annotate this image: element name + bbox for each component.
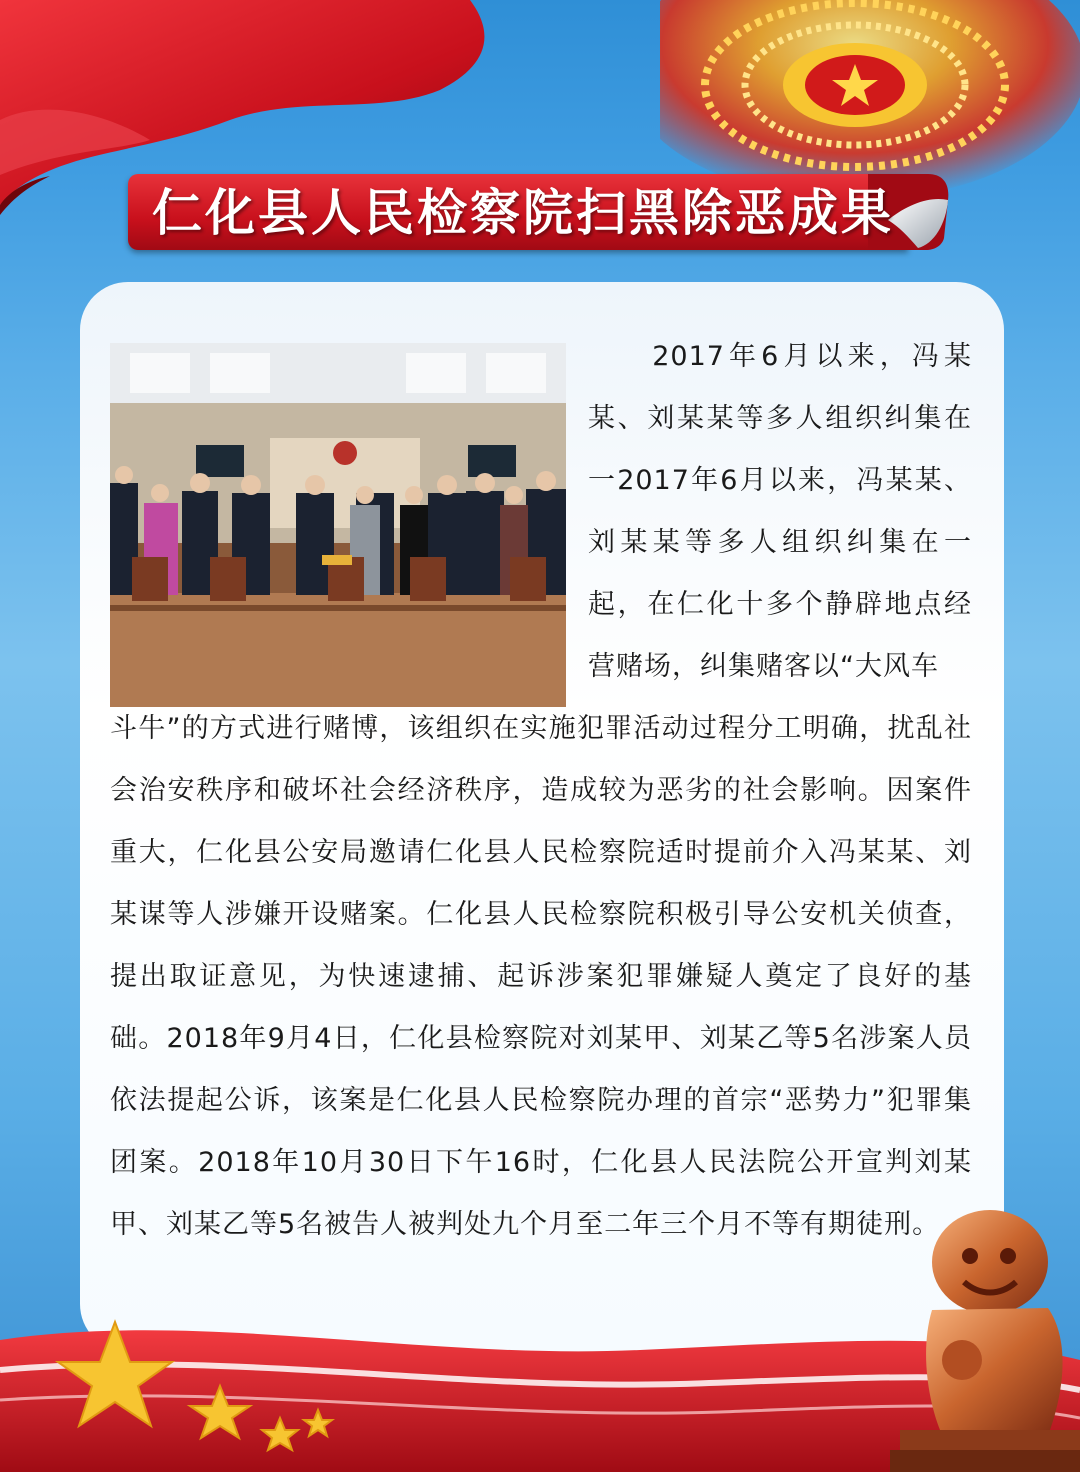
- national-emblem-decoration: [660, 0, 1080, 190]
- courtroom-photo: [110, 343, 566, 707]
- article-body-paragraph: 斗牛”的方式进行赌博，该组织在实施犯罪活动过程分工明确，扰乱社会治安秩序和破坏社会经济秩序，造成较为恶劣的社会影响。因案件重大，仁化县公安局邀请仁化县人民检察院适时提前介入冯某某、刘某谋等人涉嫌开设赌案。仁化县人民检察院积极引导公安机关侦查，提出取证意见，为快速逮捕、起诉涉案犯罪嫌疑人奠定了良好的基础。2018年9月4日，仁化县检察院对刘某甲、刘某乙等5名涉案人员依法提起公诉，该案是仁化县人民检察院办理的首宗“恶势力”犯罪集团案。2018年10月30日下午16时，仁化县人民法院公开宣判刘某甲、刘某乙等5名被告人被判处九个月至二年三个月不等有期徒刑。: [110, 713, 972, 1240]
- stone-lion-decoration: [880, 1200, 1080, 1472]
- article-intro-paragraph: 2017年6月以来，冯某某、刘某某等多人组织纠集在一2017年6月以来，冯某某、刘某某等多人组织纠集在一起，在仁化十多个静辟地点经营赌场，纠集赌客以“大风车: [588, 341, 972, 682]
- page-title: 仁化县人民检察院扫黑除恶成果: [152, 184, 894, 242]
- title-banner: [128, 174, 948, 250]
